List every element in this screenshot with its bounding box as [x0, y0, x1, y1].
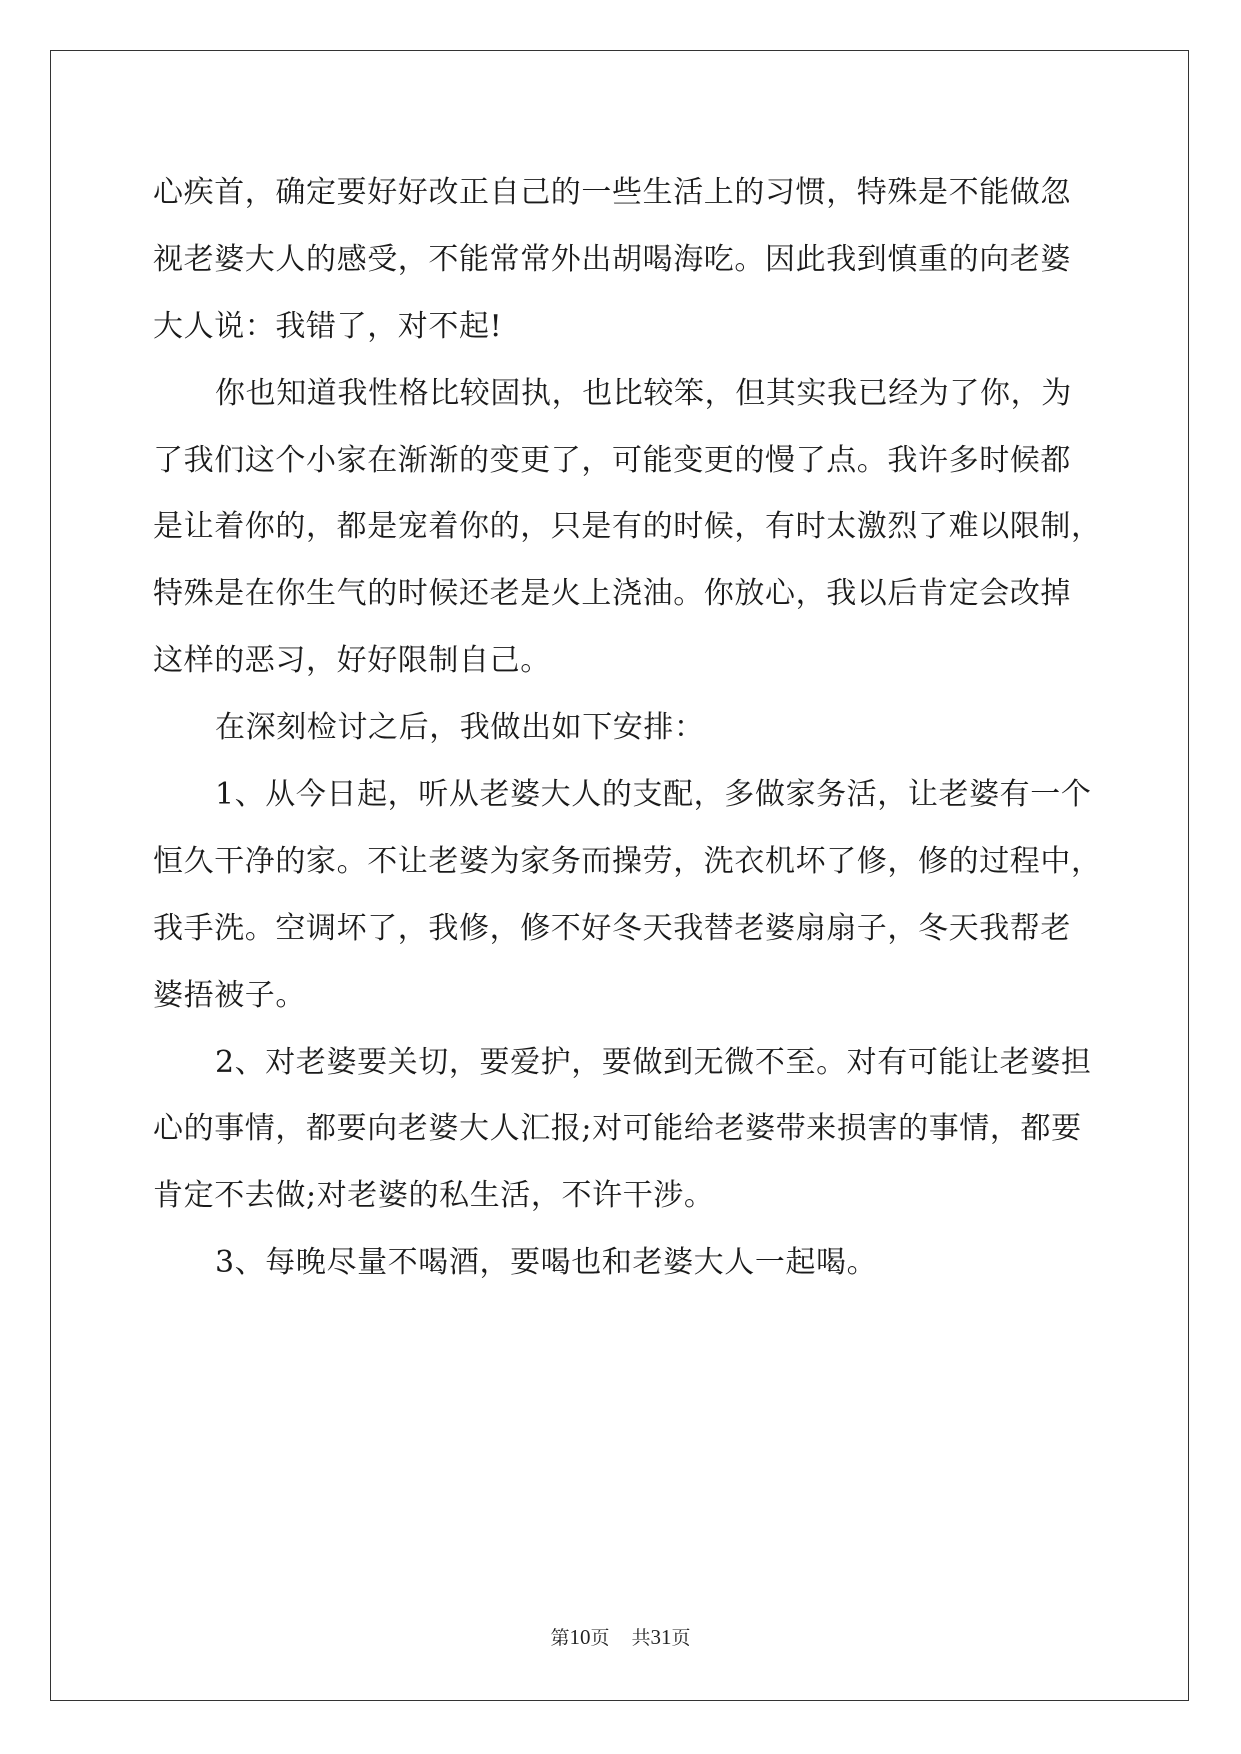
total-suffix: 页 [671, 1627, 691, 1649]
page-footer [0, 1624, 1241, 1651]
text-line: 大人说：我错了，对不起! [153, 308, 503, 344]
text-line: 2、对老婆要关切，要爱护，要做到无微不至。对有可能让老婆担 [215, 1044, 1092, 1080]
page-prefix: 第 [550, 1627, 570, 1649]
total-prefix: 共 [631, 1627, 651, 1649]
page-suffix: 页 [590, 1627, 610, 1649]
document-body [153, 160, 1102, 1297]
text-line: 心的事情，都要向老婆大人汇报;对可能给老婆带来损害的事情，都要 [153, 1111, 1082, 1147]
text-line: 在深刻检讨之后，我做出如下安排： [215, 710, 705, 746]
text-line: 是让着你的，都是宠着你的，只是有的时候，有时太激烈了难以限制， [153, 509, 1102, 545]
text-line: 3、每晚尽量不喝酒，要喝也和老婆大人一起喝。 [215, 1245, 878, 1281]
text-line: 我手洗。空调坏了，我修，修不好冬天我替老婆扇扇子，冬天我帮老 [153, 910, 1071, 946]
current-page-number: 10 [569, 1625, 591, 1649]
text-line: 心疾首，确定要好好改正自己的一些生活上的习惯，特殊是不能做忽 [153, 175, 1071, 210]
total-page-count: 31 [650, 1625, 672, 1649]
text-line: 肯定不去做;对老婆的私生活，不许干涉。 [153, 1178, 715, 1214]
text-line: 视老婆大人的感受，不能常常外出胡喝海吃。因此我到慎重的向老婆 [153, 241, 1071, 277]
text-line: 这样的恶习，好好限制自己。 [153, 643, 551, 679]
text-line: 了我们这个小家在渐渐的变更了，可能变更的慢了点。我许多时候都 [153, 442, 1071, 478]
text-line: 恒久干净的家。不让老婆为家务而操劳，洗衣机坏了修，修的过程中， [153, 843, 1102, 879]
text-line: 特殊是在你生气的时候还老是火上浇油。你放心，我以后肯定会改掉 [153, 576, 1071, 612]
text-line: 你也知道我性格比较固执，也比较笨，但其实我已经为了你，为 [215, 375, 1072, 411]
text-line: 1、从今日起，听从老婆大人的支配，多做家务活，让老婆有一个 [215, 777, 1092, 813]
text-line: 婆捂被子。 [153, 977, 306, 1013]
